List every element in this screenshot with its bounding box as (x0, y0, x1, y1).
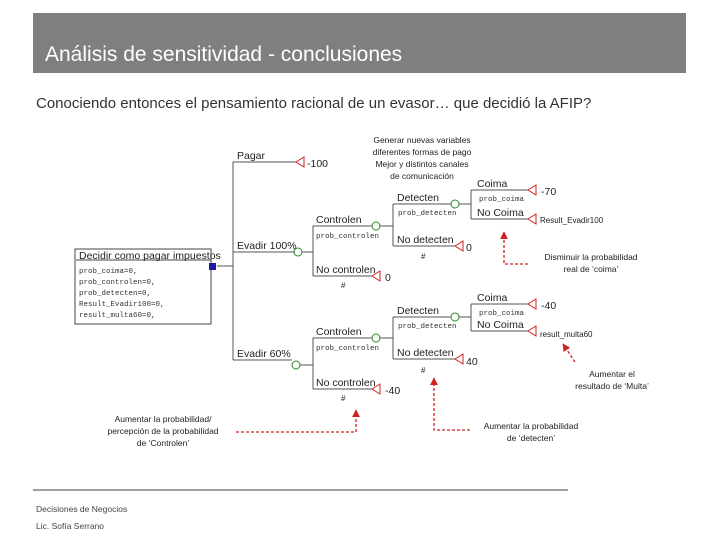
e60-coima-value: -40 (541, 300, 557, 312)
annotation-aumentar-controlen: percepción de la probabilidad (107, 426, 219, 436)
terminal-node (296, 157, 304, 167)
chance-node (294, 248, 302, 256)
chance-node (451, 200, 459, 208)
chance-node (372, 334, 380, 342)
root-var: prob_coima=0, (79, 268, 138, 276)
e60-nodetecten-label: No detecten (397, 347, 454, 359)
footer-course: Decisiones de Negocios (36, 504, 128, 514)
annotation-nuevas-variables: de comunicación (390, 171, 454, 181)
terminal-node (528, 299, 536, 309)
root-var: result_multa60=0, (79, 312, 156, 320)
evadir60-label: Evadir 60% (237, 348, 291, 360)
annotation-aumentar-controlen: Aumentar la probabilidad/ (114, 414, 212, 424)
root-var: prob_detecten=0, (79, 290, 152, 298)
e100-controlen-label: Controlen (316, 214, 362, 226)
terminal-node (455, 241, 463, 251)
evadir100-label: Evadir 100% (237, 240, 297, 252)
annotation-nuevas-variables: Generar nuevas variables (373, 135, 471, 145)
e100-nocontrolen-value: 0 (385, 272, 391, 284)
e100-detecten-prob: prob_detecten (398, 210, 457, 218)
annotation-aumentar-detecten: de ‘detecten’ (506, 433, 556, 443)
slide-title: Análisis de sensitividad - conclusiones (45, 43, 403, 66)
annotation-disminuir-coima: real de ‘coima’ (563, 264, 619, 274)
e60-controlen-prob: prob_controlen (316, 345, 380, 353)
arrow-aumentar-controlen (236, 410, 356, 432)
slide-subtitle: Conociendo entonces el pensamiento racional de un evasor… que decidió la AFIP? (36, 95, 592, 112)
e100-nocontrolen-mark: # (341, 281, 346, 290)
e100-controlen-prob: prob_controlen (316, 233, 380, 241)
e100-nocoima-value: Result_Evadir100 (540, 216, 604, 225)
pagar-label: Pagar (237, 150, 266, 162)
root-var: Result_Evadir100=0, (79, 301, 165, 309)
e60-nocontrolen-value: -40 (385, 385, 401, 397)
e60-detecten-label: Detecten (397, 305, 440, 317)
terminal-node (528, 185, 536, 195)
e60-nocoima-value: result_multa60 (540, 330, 593, 339)
annotation-nuevas-variables: Mejor y distintos canales (375, 159, 469, 169)
terminal-node (528, 214, 536, 224)
e100-coima-value: -70 (541, 186, 557, 198)
e60-coima-label: Coima (477, 292, 508, 304)
e100-nodetecten-label: No detecten (397, 234, 454, 246)
arrow-aumentar-multa (563, 344, 575, 362)
annotation-aumentar-multa: Aumentar el (589, 369, 635, 379)
e100-coima-label: Coima (477, 178, 508, 190)
pagar-value: -100 (307, 158, 329, 170)
chance-node (292, 361, 300, 369)
terminal-node (455, 354, 463, 364)
e100-nodetecten-mark: # (421, 252, 426, 261)
root-var: prob_controlen=0, (79, 279, 156, 287)
terminal-node (528, 326, 536, 336)
decision-node (209, 263, 216, 270)
e100-nocoima-label: No Coima (477, 207, 524, 219)
e60-controlen-label: Controlen (316, 326, 362, 338)
e100-nodetecten-value: 0 (466, 242, 472, 254)
annotation-disminuir-coima: Disminuir la probabilidad (544, 252, 638, 262)
e100-nocontrolen-label: No controlen (316, 264, 376, 276)
e60-coima-prob: prob_coima (479, 310, 525, 318)
chance-node (451, 313, 459, 321)
annotation-aumentar-controlen: de ‘Controlen’ (136, 438, 190, 448)
annotation-nuevas-variables: diferentes formas de pago (372, 147, 472, 157)
annotation-aumentar-detecten: Aumentar la probabilidad (483, 421, 579, 431)
e100-detecten-label: Detecten (397, 192, 440, 204)
footer-author: Lic. Sofía Serrano (36, 521, 105, 531)
e60-nodetecten-value: 40 (466, 356, 478, 368)
e60-nocoima-label: No Coima (477, 319, 524, 331)
chance-node (372, 222, 380, 230)
e60-nodetecten-mark: # (421, 366, 426, 375)
arrow-aumentar-detecten (434, 378, 470, 430)
root-title: Decidir como pagar impuestos (79, 250, 221, 262)
e60-nocontrolen-mark: # (341, 394, 346, 403)
e100-coima-prob: prob_coima (479, 196, 525, 204)
arrow-disminuir-coima (504, 232, 528, 264)
e60-detecten-prob: prob_detecten (398, 323, 457, 331)
e60-nocontrolen-label: No controlen (316, 377, 376, 389)
footer-divider (33, 489, 568, 491)
annotation-aumentar-multa: resultado de ‘Multa’ (575, 381, 649, 391)
